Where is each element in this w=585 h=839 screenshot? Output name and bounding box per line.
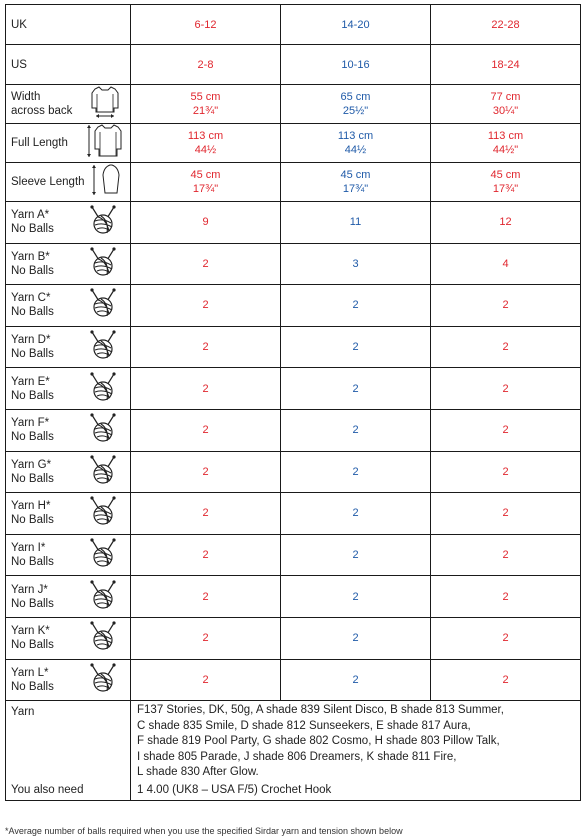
row-label [6, 701, 131, 781]
value-inches: 44½" [492, 144, 519, 156]
yarn-row [6, 368, 581, 410]
yarn-name: Yarn A* [11, 209, 50, 222]
yarn-balls-label: No Balls [11, 472, 54, 485]
yarn-description-line: F shade 819 Pool Party, G shade 802 Cosmo, H shade 803 Pillow Talk, [137, 735, 500, 748]
yarn-row [6, 202, 581, 244]
yarn-balls-label: No Balls [11, 223, 54, 236]
ball-count-cell: 2 [131, 493, 281, 535]
yarn-ball-icon [88, 455, 118, 489]
measurement-row [6, 124, 581, 163]
row-label [6, 326, 131, 368]
yarn-ball-icon [88, 372, 118, 406]
yarn-row [6, 285, 581, 327]
ball-count-cell: 2 [131, 326, 281, 368]
also-need-value: 1 4.00 (UK8 – USA F/5) Crochet Hook [131, 781, 581, 801]
ball-count-cell: 2 [431, 493, 581, 535]
measurement-cell [281, 163, 431, 202]
row-label-text: Sleeve Length [11, 176, 85, 188]
ball-count-cell: 2 [131, 659, 281, 701]
yarn-row [6, 576, 581, 618]
value-cm: 45 cm [340, 169, 371, 181]
measurement-cell [281, 124, 431, 163]
yarn-row [6, 534, 581, 576]
value-cm: 113 cm [487, 130, 524, 142]
row-label [6, 617, 131, 659]
size-row [6, 5, 581, 45]
row-label [6, 781, 131, 801]
yarn-row [6, 243, 581, 285]
value-inches: 17¾" [342, 183, 369, 195]
row-label [6, 202, 131, 244]
value-inches: 30¼" [492, 105, 519, 117]
ball-count-cell: 2 [131, 576, 281, 618]
also-need-label: You also need [11, 784, 84, 797]
row-label [6, 85, 131, 124]
value-inches: 17¾" [492, 183, 519, 195]
ball-count-cell: 2 [131, 409, 281, 451]
value-cm: 113 cm [337, 130, 374, 142]
row-label [6, 493, 131, 535]
ball-count-cell: 2 [131, 368, 281, 410]
ball-count-cell: 12 [431, 202, 581, 244]
ball-count-cell: 3 [281, 243, 431, 285]
measurement-row [6, 163, 581, 202]
size-cell: 6-12 [131, 5, 281, 45]
yarn-row [6, 659, 581, 701]
ball-count-cell: 2 [431, 451, 581, 493]
row-label [6, 163, 131, 202]
value-cm: 77 cm [490, 91, 521, 103]
yarn-name: Yarn C* [11, 292, 51, 305]
yarn-description-line: C shade 835 Smile, D shade 812 Sunseekers, E shade 817 Aura, [137, 719, 471, 732]
row-label [6, 534, 131, 576]
yarn-ball-icon [88, 538, 118, 572]
yarn-ball-icon [88, 621, 118, 655]
ball-count-cell: 2 [281, 493, 431, 535]
garment-width-icon [86, 86, 124, 122]
measurement-cell [431, 163, 581, 202]
also-need-row [6, 781, 581, 801]
yarn-ball-icon [88, 413, 118, 447]
ball-count-cell: 11 [281, 202, 431, 244]
size-cell: 10-16 [281, 45, 431, 85]
row-label [6, 285, 131, 327]
garment-length-icon [86, 123, 124, 163]
size-row [6, 45, 581, 85]
size-table [5, 4, 581, 801]
yarn-name: Yarn E* [11, 375, 50, 388]
row-label [6, 576, 131, 618]
ball-count-cell: 4 [431, 243, 581, 285]
value-inches: 25½" [342, 105, 369, 117]
row-label [6, 451, 131, 493]
yarn-description-row [6, 701, 581, 781]
yarn-ball-icon [88, 205, 118, 239]
yarn-ball-icon [88, 663, 118, 697]
value-cm: 113 cm [187, 130, 224, 142]
ball-count-cell: 2 [431, 409, 581, 451]
ball-count-cell: 2 [281, 285, 431, 327]
value-inches: 21¾" [192, 105, 219, 117]
size-cell: 22-28 [431, 5, 581, 45]
row-label [6, 124, 131, 163]
value-inches: 44½ [344, 144, 367, 156]
ball-count-cell: 2 [281, 409, 431, 451]
ball-count-cell: 2 [281, 326, 431, 368]
ball-count-cell: 2 [131, 617, 281, 659]
row-label-text: Full Length [11, 137, 68, 149]
yarn-label: Yarn [11, 706, 35, 719]
yarn-name: Yarn H* [11, 500, 51, 513]
yarn-balls-label: No Balls [11, 680, 54, 693]
size-cell: 18-24 [431, 45, 581, 85]
value-inches: 44½ [194, 144, 217, 156]
yarn-row [6, 326, 581, 368]
yarn-balls-label: No Balls [11, 556, 54, 569]
measurement-cell [431, 124, 581, 163]
yarn-name: Yarn G* [11, 458, 52, 471]
yarn-balls-label: No Balls [11, 514, 54, 527]
yarn-ball-icon [88, 496, 118, 530]
ball-count-cell: 2 [281, 451, 431, 493]
yarn-balls-label: No Balls [11, 264, 54, 277]
yarn-balls-label: No Balls [11, 348, 54, 361]
row-label-text: US [11, 58, 27, 71]
yarn-balls-label: No Balls [11, 639, 54, 652]
ball-count-cell: 2 [431, 534, 581, 576]
ball-count-cell: 2 [281, 534, 431, 576]
yarn-balls-label: No Balls [11, 306, 54, 319]
measurement-cell [281, 85, 431, 124]
yarn-name: Yarn D* [11, 334, 51, 347]
row-label [6, 659, 131, 701]
size-cell: 14-20 [281, 5, 431, 45]
ball-count-cell: 2 [131, 285, 281, 327]
row-label-text: UK [11, 18, 27, 31]
measurement-row [6, 85, 581, 124]
row-label [6, 5, 131, 45]
row-label-subtext: across back [11, 105, 73, 117]
row-label [6, 243, 131, 285]
yarn-row [6, 617, 581, 659]
value-cm: 65 cm [340, 91, 371, 103]
yarn-name: Yarn J* [11, 583, 48, 596]
yarn-balls-label: No Balls [11, 431, 54, 444]
yarn-ball-icon [88, 247, 118, 281]
measurement-cell [431, 85, 581, 124]
yarn-name: Yarn I* [11, 542, 46, 555]
ball-count-cell: 2 [281, 576, 431, 618]
ball-count-cell: 2 [281, 368, 431, 410]
ball-count-cell: 2 [281, 659, 431, 701]
row-label [6, 368, 131, 410]
yarn-name: Yarn B* [11, 250, 50, 263]
ball-count-cell: 2 [281, 617, 431, 659]
ball-count-cell: 2 [431, 326, 581, 368]
yarn-name: Yarn K* [11, 625, 50, 638]
value-cm: 45 cm [190, 169, 221, 181]
ball-count-cell: 2 [431, 576, 581, 618]
yarn-name: Yarn L* [11, 666, 49, 679]
yarn-name: Yarn F* [11, 417, 50, 430]
measurement-cell [131, 163, 281, 202]
ball-count-cell: 2 [131, 534, 281, 576]
yarn-description [131, 701, 581, 781]
yarn-row [6, 409, 581, 451]
yarn-ball-icon [88, 288, 118, 322]
yarn-description-line: I shade 805 Parade, J shade 806 Dreamers, K shade 811 Fire, [137, 750, 457, 763]
row-label-text: Width [11, 91, 41, 103]
ball-count-cell: 2 [131, 243, 281, 285]
ball-count-cell: 9 [131, 202, 281, 244]
value-cm: 55 cm [190, 91, 221, 103]
ball-count-cell: 2 [431, 617, 581, 659]
ball-count-cell: 2 [131, 451, 281, 493]
yarn-ball-icon [88, 330, 118, 364]
yarn-ball-icon [88, 580, 118, 614]
yarn-row [6, 451, 581, 493]
yarn-balls-label: No Balls [11, 597, 54, 610]
size-cell: 2-8 [131, 45, 281, 85]
yarn-description-line: L shade 830 After Glow. [137, 766, 259, 779]
value-inches: 17¾" [192, 183, 219, 195]
ball-count-cell: 2 [431, 285, 581, 327]
measurement-cell [131, 85, 281, 124]
ball-count-cell: 2 [431, 368, 581, 410]
row-label [6, 45, 131, 85]
ball-count-cell: 2 [431, 659, 581, 701]
row-label [6, 409, 131, 451]
value-cm: 45 cm [490, 169, 521, 181]
measurement-cell [131, 124, 281, 163]
yarn-row [6, 493, 581, 535]
yarn-description-line: F137 Stories, DK, 50g, A shade 839 Silent Disco, B shade 813 Summer, [137, 704, 504, 717]
footnote: *Average number of balls required when you use the specified Sirdar yarn and tension shown below [5, 826, 403, 836]
sleeve-length-icon [90, 163, 124, 201]
yarn-balls-label: No Balls [11, 389, 54, 402]
